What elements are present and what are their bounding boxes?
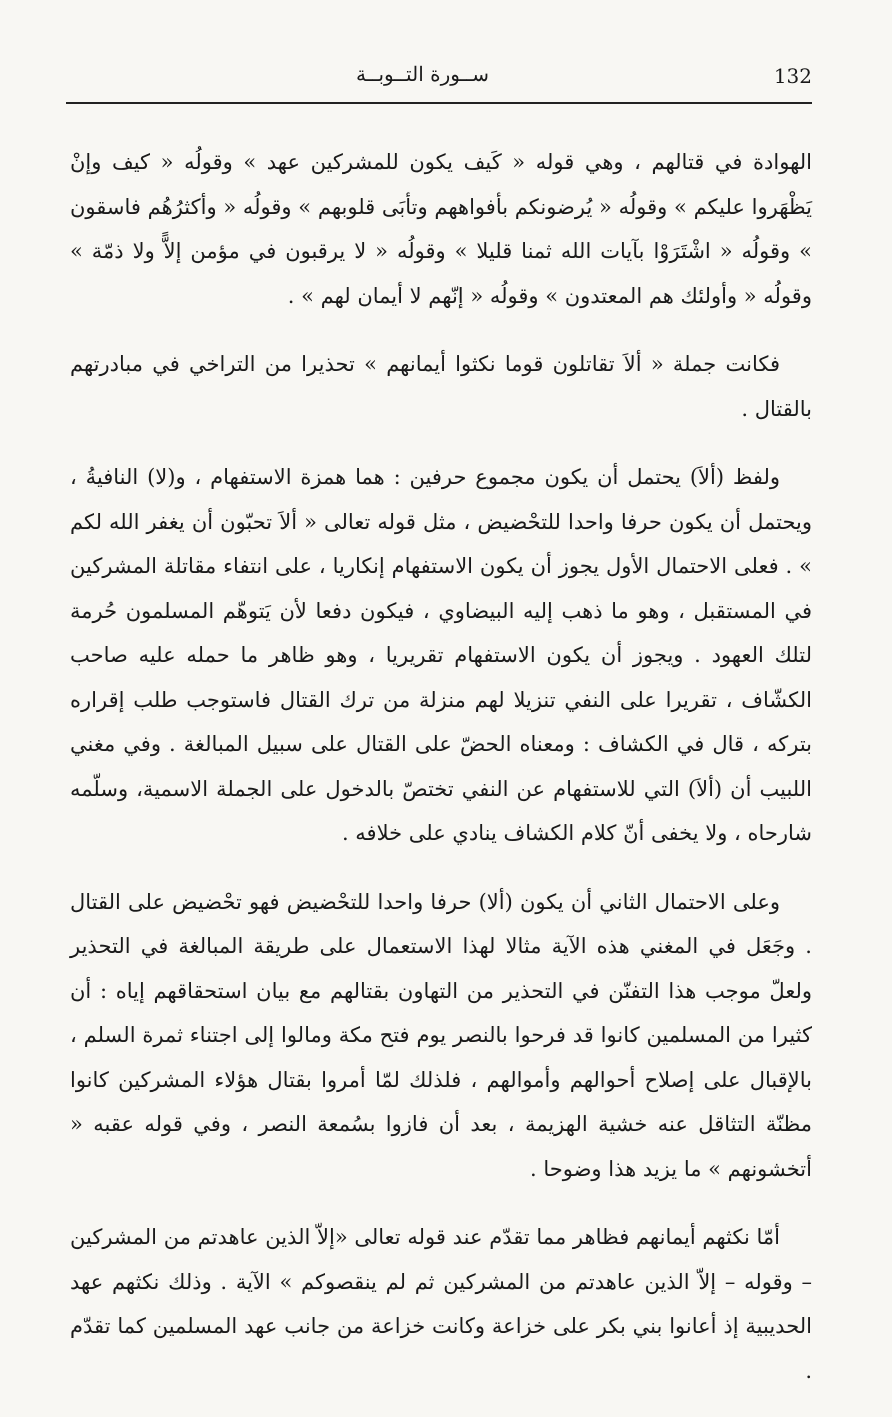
paragraph-1: الهوادة في قتالهم ، وهي قوله « كَيف يكون للمشركين عهد » وقولُه « كيف وإنْ يَظْهَروا عليكم » وقولُه « يُرضونكم بأفواههم وتأبَى قلوبهم » وقولُه « وأكثرُهُم فاسقون » وقولُه « اشْتَرَوْا بآيات الله ثمنا قليلا » وقولُه « لا يرقبون في مؤمن إلاًّ ولا ذمّة » وقولُه « وأولئك هم المعتدون » وقولُه « إنّهم لا أيمان لهم » . [70, 150, 812, 308]
paragraph-3: ولفظ (ألاَ) يحتمل أن يكون مجموع حرفين : هما همزة الاستفهام ، و(لا) النافيةُ ، ويحتمل أن يكون حرفا واحدا للتحْضيض ، مثل قوله تعالى « ألاَ تحبّون أن يغفر الله لكم » . فعلى الاحتمال الأول يجوز أن يكون الاستفهام إنكاريا ، على انتفاء مقاتلة المشركين في المستقبل ، وهو ما ذهب إليه البيضاوي ، فيكون دفعا لأن يَتوهّم المسلمون حُرمة لتلك العهود . ويجوز أن يكون الاستفهام تقريريا ، وهو ظاهر ما حمله عليه صاحب الكشّاف ، تقريرا على النفي تنزيلا لهم منزلة من ترك القتال فاستوجب طلب إقراره بتركه ، قال في الكشاف : ومعناه الحضّ على القتال على سبيل المبالغة . وفي مغني اللبيب أن (ألاَ) التي للاستفهام عن النفي تختصّ بالدخول على الجملة الاسمية، وسلّمه شارحاه ، ولا يخفى أنّ كلام الكشاف ينادي على خلافه . [70, 465, 812, 845]
header-divider [66, 102, 812, 104]
running-title: ســورة التــوبــة [356, 62, 490, 86]
page-number: 132 [773, 64, 812, 88]
paragraph-4: وعلى الاحتمال الثاني أن يكون (ألا) حرفا واحدا للتحْضيض فهو تحْضيض على القتال . وجَعَل في المغني هذه الآية مثالا لهذا الاستعمال على طريقة المبالغة في التحذير ولعلّ موجب هذا التفنّن في التحذير من التهاون بقتالهم مع بيان استحقاقهم إياه : أن كثيرا من المسلمين كانوا قد فرحوا بالنصر يوم فتح مكة ومالوا إلى اجتناء ثمرة السلم ، بالإقبال على إصلاح أحوالهم وأموالهم ، فلذلك لمّا أمروا بقتال هؤلاء المشركين كانوا مظنّة التثاقل عنه خشية الهزيمة ، بعد أن فازوا بسُمعة النصر ، وفي قوله عقبه « أتخشونهم » ما يزيد هذا وضوحا . [70, 889, 812, 1181]
paragraph-2: فكانت جملة « ألاَ تقاتلون قوما نكثوا أيمانهم » تحذيرا من التراخي في مبادرتهم بالقتال . [70, 352, 812, 421]
page-body [70, 140, 812, 1417]
page-header [66, 60, 812, 104]
paragraph-5: أمّا نكثهم أيمانهم فظاهر مما تقدّم عند قوله تعالى «إلاّ الذين عاهدتم من المشركين – وقوله – إلاّ الذين عاهدتم من المشركين ثم لم ينقصوكم » الآية . وذلك نكثهم عهد الحديبية إذ أعانوا بني بكر على خزاعة وكانت خزاعة من جانب عهد المسلمين كما تقدّم . [70, 1225, 812, 1383]
